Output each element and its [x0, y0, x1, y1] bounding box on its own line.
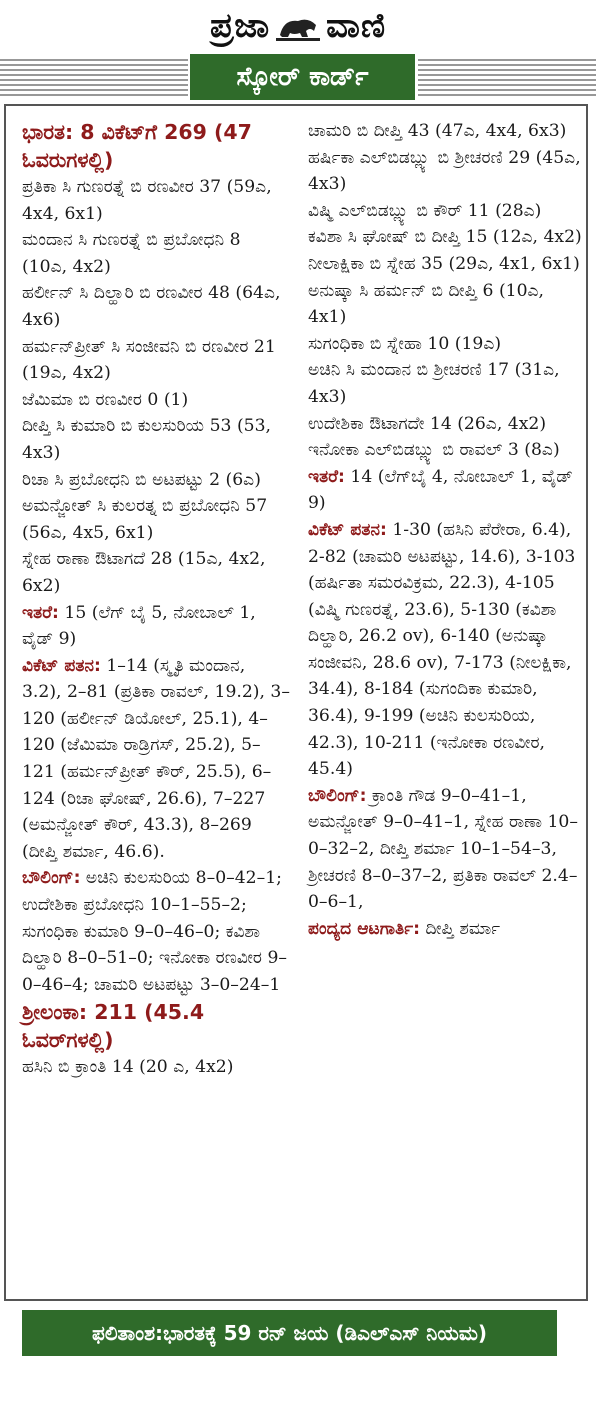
batting-line: ಹರ್ಮನ್‌ಪ್ರೀತ್ ಸಿ ಸಂಜೀವನಿ ಬಿ ರಣವೀರ 21 (19ಎ, 4x2) [22, 336, 276, 384]
batting-line: ಸ್ನೇಹ ರಾಣಾ ಔಟಾಗದೆ 28 (15ಎ, 4x2, 6x2) [22, 549, 266, 596]
section-label: ಬೌಲಿಂಗ್: [308, 785, 367, 806]
section-text: 14 (ಲೆಗ್‌ಬೈ 4, ನೋಬಾಲ್ 1, ವೈಡ್ 9) [308, 466, 573, 514]
result-label: ಫಲಿತಾಂಶ: [92, 1321, 164, 1345]
score-section [22, 865, 290, 998]
section-text: 15 (ಲೆಗ್ ಬೈ 5, ನೋಬಾಲ್ 1, ವೈಡ್ 9) [22, 602, 256, 650]
section-text: ಅಚಿನಿ ಕುಲಸುರಿಯ 8–0–42–1; ಉದೇಶಿಕಾ ಪ್ರಬೋಧನಿ 10–1–55–2; ಸುಗಂಧಿಕಾ ಕುಮಾರಿ 9–0–46–0; ಕವಿಶಾ ದಿಲ್ಹಾರಿ 8–0–51–0; ಇನೋಕಾ ರಣವೀರ 9–0–46–4; ಚಾಮರಿ ಅಟಪಟ್ಟು 3–0–24–1 [22, 868, 288, 995]
masthead-lion-logo-icon [274, 9, 322, 43]
batting-line: ಇನೋಕಾ ಎಲ್‌ಬಿಡಬ್ಲ್ಯು ಬಿ ರಾವಲ್ 3 (8ಎ) [308, 440, 560, 461]
section-label: ಇತರೆ: [308, 466, 345, 487]
section-text: 1-30 (ಹಸಿನಿ ಪೆರೇರಾ, 6.4), 2-82 (ಚಾಮರಿ ಅಟಪಟ್ಟು, 14.6), 3-103 (ಹರ್ಷಿತಾ ಸಮರವಿಕ್ರಮ, 22.3), 4-105 (ವಿಷ್ಮಿ ಗುಣರತ್ನೆ, 23.6), 5-130 (ಕವಿಶಾ ದಿಲ್ಹಾರಿ, 26.2 ov), 6-140 (ಅನುಷ್ಕಾ ಸಂಜೀವನಿ, 28.6 ov), 7-173 (ನೀಲಕ್ಷಿಕಾ, 34.4), 8-184 (ಸುಗಂದಿಕಾ ಕುಮಾರಿ, 36.4), 9-199 (ಅಚಿನಿ ಕುಲಸುರಿಯ, 42.3), 10-211 (ಇನೋಕಾ ರಣವೀರ, 45.4) [308, 519, 576, 780]
batting-line: ಹರ್ಷಿಕಾ ಎಲ್‌ಬಿಡಬ್ಲ್ಯು ಬಿ ಶ್ರೀಚರಣಿ 29 (45ಎ, 4x3) [308, 147, 581, 195]
innings-heading: ಶ್ರೀಲಂಕಾ: 211 (45.4 ಓವರ್‌ಗಳಲ್ಲಿ) [22, 1000, 205, 1053]
batting-line: ಚಾಮರಿ ಬಿ ದೀಪ್ತಿ 43 (47ಎ, 4x4, 6x3) [308, 121, 567, 141]
section-text: ದೀಪ್ತಿ ಶರ್ಮಾ [420, 918, 501, 939]
section-label: ಪಂದ್ಯದ ಆಟಗಾರ್ತಿ: [308, 918, 421, 939]
score-section [308, 916, 583, 943]
left-column [22, 118, 290, 1081]
batting-line: ಹಸಿನಿ ಬಿ ಕ್ರಾಂತಿ 14 (20 ಎ, 4x2) [22, 1057, 234, 1078]
section-text: ಕ್ರಾಂತಿ ಗೌಡ 9–0–41–1, ಅಮನ್ಜೋತ್ 9–0–41–1, ಸ್ನೇಹ ರಾಣಾ 10–0–32–2, ದೀಪ್ತಿ ಶರ್ಮಾ 10–1–54–3, ಶ್ರೀಚರಣಿ 8–0–37–2, ಪ್ರತಿಕಾ ರಾವಲ್ 2.4–0–6–1, [308, 785, 578, 913]
batting-line: ಅಮನ್ಜೋತ್ ಸಿ ಕುಲರತ್ನ ಬಿ ಪ್ರಬೋಧನಿ 57 (56ಎ, 4x5, 6x1) [22, 496, 268, 543]
masthead [0, 0, 596, 52]
score-section [22, 600, 290, 653]
masthead-left: ಪ್ರಜಾ [209, 6, 271, 46]
section-label: ಇತರೆ: [22, 602, 59, 623]
batting-line: ಅಚಿನಿ ಸಿ ಮಂದಾನ ಬಿ ಶ್ರೀಚರಣಿ 17 (31ಎ, 4x3) [308, 360, 560, 407]
batting-line: ಜೆಮಿಮಾ ಬಿ ರಣವೀರ 0 (1) [22, 389, 189, 410]
section-text: 1–14 (ಸ್ಮೃತಿ ಮಂದಾನ, 3.2), 2–81 (ಪ್ರತಿಕಾ ರಾವಲ್, 19.2), 3–120 (ಹರ್ಲೀನ್ ಡಿಯೋಲ್, 25.1), 4–120 (ಜೆಮಿಮಾ ರಾಡ್ರಿಗಸ್, 25.2), 5–121 (ಹರ್ಮನ್‌ಪ್ರೀತ್ ಕೌರ್, 25.5), 6–124 (ರಿಚಾ ಘೋಷ್, 26.6), 7–227 (ಅಮನ್ಜೋತ್ ಕೌರ್, 43.3), 8–269 (ದೀಪ್ತಿ ಶರ್ಮಾ, 46.6). [22, 655, 290, 862]
batting-line: ಸುಗಂಧಿಕಾ ಬಿ ಸ್ನೇಹಾ 10 (19ಎ) [308, 333, 502, 354]
batting-line: ಪ್ರತಿಕಾ ಸಿ ಗುಣರತ್ನೆ ಬಿ ರಣವೀರ 37 (59ಎ, 4x4, 6x1) [22, 177, 272, 224]
result-bar [22, 1310, 557, 1356]
batting-line: ದೀಪ್ತಿ ಸಿ ಕುಮಾರಿ ಬಿ ಕುಲಸುರಿಯ 53 (53, 4x3) [22, 416, 271, 463]
batting-line: ಹರ್ಲೀನ್ ಸಿ ದಿಲ್ಹಾರಿ ಬಿ ರಣವೀರ 48 (64ಎ, 4x6) [22, 283, 281, 330]
batting-line: ಉದೇಶಿಕಾ ಔಟಾಗದೇ 14 (26ಎ, 4x2) [308, 413, 547, 434]
batting-line: ಅನುಷ್ಕಾ ಸಿ ಹರ್ಮನ್ ಬಿ ದೀಪ್ತಿ 6 (10ಎ, 4x1) [308, 280, 545, 328]
batting-line: ವಿಷ್ಮಿ ಎಲ್‌ಬಿಡಬ್ಲ್ಯು ಬಿ ಕೌರ್ 11 (28ಎ) [308, 200, 542, 221]
score-section [308, 783, 583, 916]
score-section [22, 653, 290, 866]
batting-line: ರಿಚಾ ಸಿ ಪ್ರಬೋಧನಿ ಬಿ ಅಟಪಟ್ಟು 2 (6ಎ) [22, 469, 261, 490]
masthead-right: ವಾಣಿ [326, 6, 387, 46]
batting-line: ಮಂದಾನ ಸಿ ಗುಣರತ್ನೆ ಬಿ ಪ್ರಬೋಧನಿ 8 (10ಎ, 4x2) [22, 230, 241, 277]
batting-line: ನೀಲಾಕ್ಷಿಕಾ ಬಿ ಸ್ನೇಹ 35 (29ಎ, 4x1, 6x1) [308, 253, 580, 274]
innings-heading: ಭಾರತ: 8 ವಿಕೆಟ್‌ಗೆ 269 (47 ಓವರುಗಳಲ್ಲಿ) [22, 120, 252, 172]
section-label: ವಿಕೆಟ್ ಪತನ: [308, 519, 387, 540]
section-label: ವಿಕೆಟ್ ಪತನ: [22, 655, 101, 676]
result-text: ಭಾರತಕ್ಕೆ 59 ರನ್ ಜಯ (ಡಿಎಲ್‌ಎಸ್ ನಿಯಮ) [163, 1321, 487, 1345]
section-label: ಬೌಲಿಂಗ್: [22, 868, 81, 889]
score-section [308, 517, 583, 783]
score-section [308, 464, 583, 517]
batting-line: ಕವಿಶಾ ಸಿ ಘೋಷ್ ಬಿ ದೀಪ್ತಿ 15 (12ಎ, 4x2) [308, 227, 582, 248]
right-column [308, 118, 583, 942]
page-title: ಸ್ಕೋರ್ ಕಾರ್ಡ್ [190, 54, 415, 100]
